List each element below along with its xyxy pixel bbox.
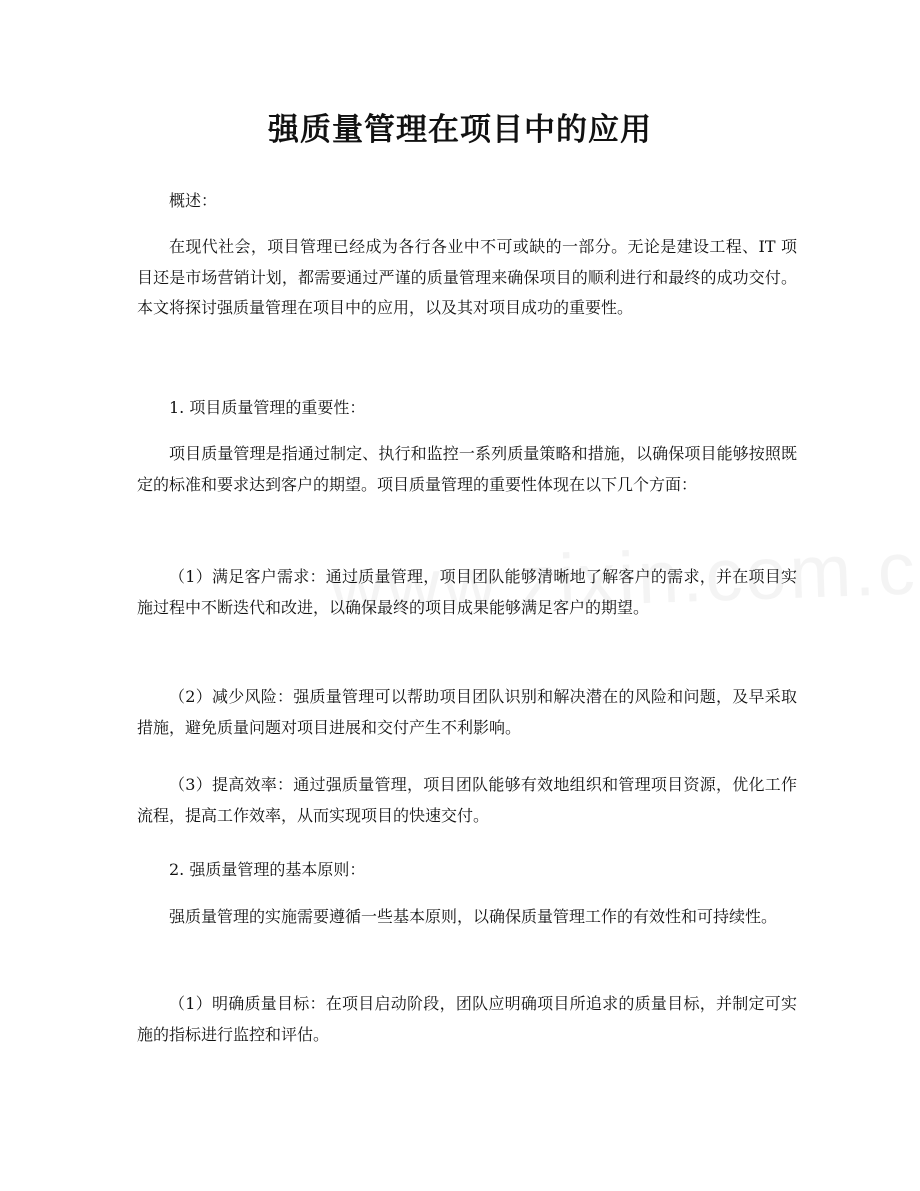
section-2-paragraph: 强质量管理的实施需要遵循一些基本原则，以确保质量管理工作的有效性和可持续性。 <box>169 907 778 926</box>
document-title: 强质量管理在项目中的应用 <box>268 112 652 148</box>
point-3-paragraph: （3）提高效率：通过强质量管理，项目团队能够有效地组织和管理项目资源，优化工作流程，提高工作效率，从而实现项目的快速交付。 <box>137 775 797 825</box>
section-1-heading: 1. 项目质量管理的重要性： <box>169 398 366 417</box>
point-1-paragraph: （1）满足客户需求：通过质量管理，项目团队能够清晰地了解客户的需求，并在项目实施过程中不断迭代和改进，以确保最终的项目成果能够满足客户的期望。 <box>137 567 797 617</box>
section-1-paragraph: 项目质量管理是指通过制定、执行和监控一系列质量策略和措施，以确保项目能够按照既定的标准和要求达到客户的期望。项目质量管理的重要性体现在以下几个方面： <box>137 444 797 494</box>
section-2-heading: 2. 强质量管理的基本原则： <box>169 860 366 879</box>
principle-1-paragraph: （1）明确质量目标：在项目启动阶段，团队应明确项目所追求的质量目标，并制定可实施的指标进行监控和评估。 <box>137 994 797 1044</box>
intro-paragraph: 在现代社会，项目管理已经成为各行各业中不可或缺的一部分。无论是建设工程、IT 项目还是市场营销计划，都需要通过严谨的质量管理来确保项目的顺利进行和最终的成功交付。本文将探讨强质量管理在项目中的应用，以及其对项目成功的重要性。 <box>137 237 797 317</box>
overview-label: 概述： <box>169 191 218 210</box>
point-2-paragraph: （2）减少风险：强质量管理可以帮助项目团队识别和解决潜在的风险和问题，及早采取措施，避免质量问题对项目进展和交付产生不利影响。 <box>137 687 797 737</box>
